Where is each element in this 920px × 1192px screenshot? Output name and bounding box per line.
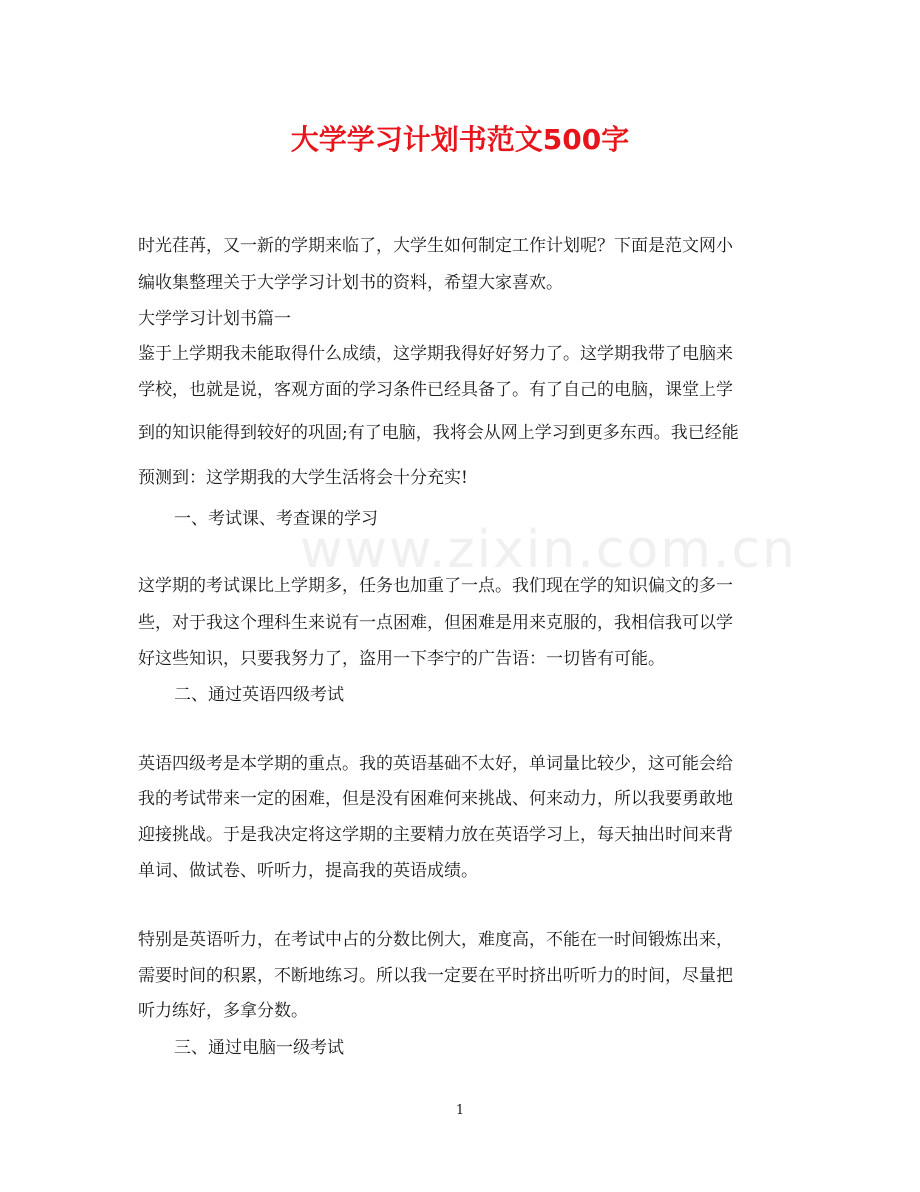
body-line: 预测到：这学期我的大学生活将会十分充实! [138,468,468,488]
body-line: 我的考试带来一定的困难，但是没有困难何来挑战、何来动力，所以我要勇敢地 [138,789,733,809]
body-line: 鉴于上学期我未能取得什么成绩，这学期我得好好努力了。这学期我带了电脑来 [138,344,733,364]
body-line: 需要时间的积累，不断地练习。所以我一定要在平时挤出听听力的时间，尽量把 [138,966,733,986]
subheading: 一、考试课、考查课的学习 [174,509,378,529]
body-line: 些，对于我这个理科生来说有一点困难，但困难是用来克服的，我相信我可以学 [138,613,733,633]
subheading: 二、通过英语四级考试 [174,685,344,705]
body-line: 到的知识能得到较好的巩固;有了电脑，我将会从网上学习到更多东西。我已经能 [138,423,739,443]
body-line: 好这些知识，只要我努力了，盗用一下李宁的广告语：一切皆有可能。 [138,649,665,669]
body-line: 特别是英语听力，在考试中占的分数比例大，难度高，不能在一时间锻炼出来， [138,930,733,950]
body-line: 这学期的考试课比上学期多，任务也加重了一点。我们现在学的知识偏文的多一 [138,576,733,596]
document-title: 大学学习计划书范文500字 [290,123,630,156]
section-heading: 大学学习计划书篇一 [138,309,291,329]
body-line: 单词、做试卷、听听力，提高我的英语成绩。 [138,861,478,881]
body-line: 时光荏苒，又一新的学期来临了，大学生如何制定工作计划呢？下面是范文网小 [138,236,733,256]
subheading: 三、通过电脑一级考试 [174,1038,344,1058]
body-line: 学校，也就是说，客观方面的学习条件已经具备了。有了自己的电脑，课堂上学 [138,380,733,400]
body-line: 英语四级考是本学期的重点。我的英语基础不太好，单词量比较少，这可能会给 [138,754,733,774]
body-line: 听力练好，多拿分数。 [138,1001,308,1021]
watermark: www.zixin.com.cn [300,520,797,580]
body-line: 迎接挑战。于是我决定将这学期的主要精力放在英语学习上，每天抽出时间来背 [138,825,733,845]
body-line: 编收集整理关于大学学习计划书的资料，希望大家喜欢。 [138,273,563,293]
page-number: 1 [455,1103,465,1118]
